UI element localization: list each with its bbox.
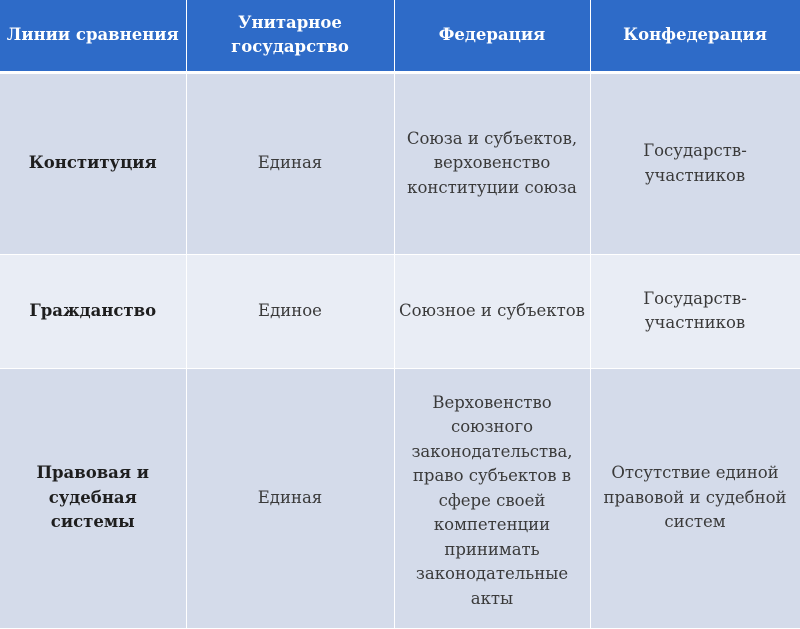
cell-confederation-citizenship: Государств-участников: [590, 254, 800, 368]
header-federation: Федерация: [394, 0, 590, 72]
header-unitary-state: Унитарное государство: [186, 0, 394, 72]
cell-federation-citizenship: Союзное и субъектов: [394, 254, 590, 368]
cell-unitary-constitution: Единая: [186, 72, 394, 254]
cell-federation-legal: Верховенство союзного законодательства, право субъектов в сфере своей компетенции принимать законодательные акты: [394, 368, 590, 628]
table-row: [0, 254, 800, 368]
row-label-citizenship: Гражданство: [0, 254, 186, 368]
cell-federation-constitution: Союза и субъектов, верховенство конституции союза: [394, 72, 590, 254]
table-row: [0, 368, 800, 628]
row-label-legal-judicial: Правовая и судебная системы: [0, 368, 186, 628]
cell-unitary-legal: Единая: [186, 368, 394, 628]
cell-confederation-constitution: Государств-участников: [590, 72, 800, 254]
row-label-constitution: Конституция: [0, 72, 186, 254]
header-confederation: Конфедерация: [590, 0, 800, 72]
table-row: [0, 72, 800, 254]
table-header-row: [0, 0, 800, 72]
cell-confederation-legal: Отсутствие единой правовой и судебной систем: [590, 368, 800, 628]
cell-unitary-citizenship: Единое: [186, 254, 394, 368]
header-comparison-lines: Линии сравнения: [0, 0, 186, 72]
